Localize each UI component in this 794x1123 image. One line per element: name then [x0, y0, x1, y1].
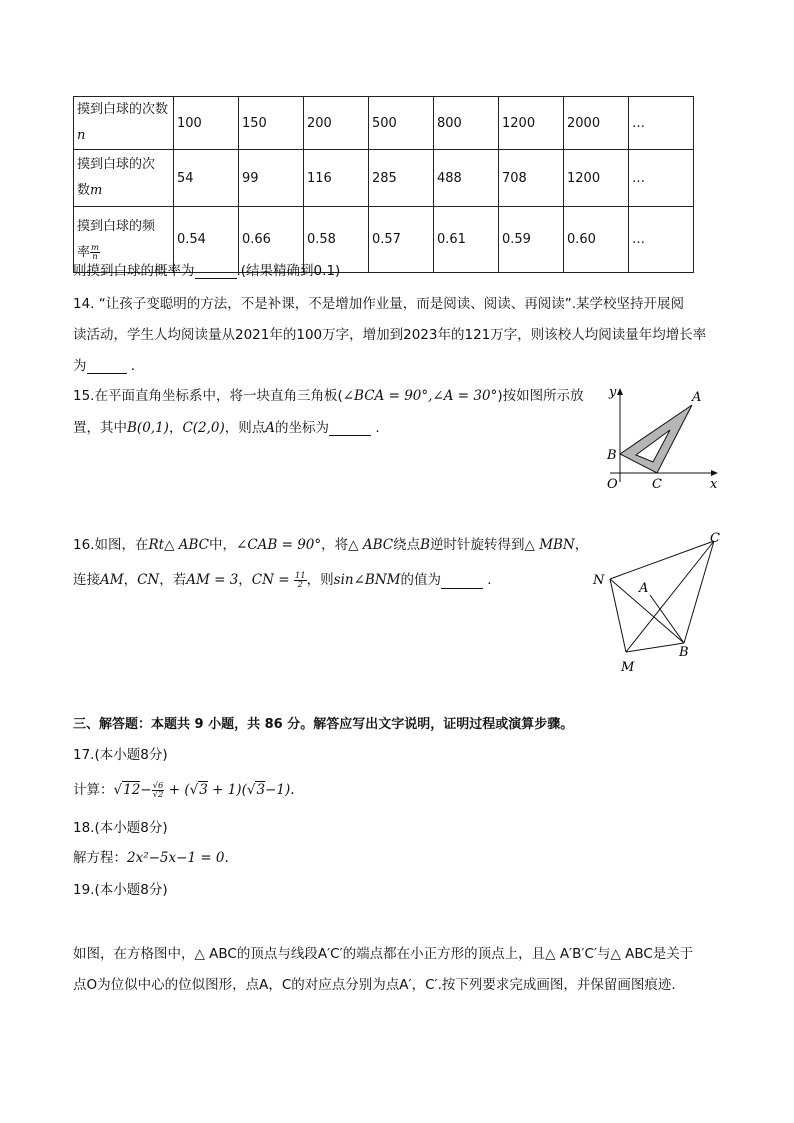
- q13-answer-line: 则摸到白球的概率为 .(结果精确到0.1): [73, 263, 341, 279]
- q16-line1: 16.如图，在Rt△ ABC中，∠CAB = 90°，将△ ABC绕点B逆时针旋转得到△ MBN，: [73, 537, 589, 553]
- y-axis-label: y: [609, 385, 617, 400]
- y-axis-arrow: [617, 388, 623, 395]
- table-cell: 0.57: [369, 207, 434, 273]
- table-cell: …: [629, 207, 694, 273]
- table-cell: 0.58: [304, 207, 369, 273]
- row-label: 摸到白球的次 数m: [74, 150, 174, 207]
- q14-line2: 读活动，学生人均阅读量从2021年的100万字，增加到2023年的121万字，则该校人均阅读量年均增长率: [73, 327, 707, 343]
- table-cell: 0.54: [174, 207, 239, 273]
- table-cell: 0.60: [564, 207, 629, 273]
- row-label: 摸到白球的次数n: [74, 97, 174, 150]
- segment-MN: [610, 579, 626, 652]
- answer-blank[interactable]: [87, 373, 127, 374]
- x-axis-arrow: [711, 470, 718, 476]
- table-cell: 0.61: [434, 207, 499, 273]
- table-cell: 2000: [564, 97, 629, 150]
- table-cell: 1200: [499, 97, 564, 150]
- q19-line2: 点O为位似中心的位似图形，点A，C的对应点分别为点A′，C′.按下列要求完成画图，并保留画图痕迹.: [73, 977, 676, 993]
- q16-line2: 连接AM，CN，若AM = 3，CN = $\frac{11}{2}$ ，则sin∠BNM的值为 .: [73, 570, 492, 590]
- table-cell: 800: [434, 97, 499, 150]
- point-N-label: N: [593, 573, 605, 588]
- table-cell: 285: [369, 150, 434, 207]
- section-heading: 三、解答题：本题共 9 小题，共 86 分。解答应写出文字说明，证明过程或演算步骤。: [73, 717, 574, 732]
- q19-heading: 19.(本小题8分): [73, 882, 168, 898]
- answer-blank[interactable]: [195, 278, 237, 279]
- q17-expression: 计算：√12− $\frac{√6}{√2}$ + (√3 + 1)(√3−1).: [73, 780, 295, 800]
- segment-AB: [650, 595, 684, 643]
- triangle-ruler-outer: [620, 405, 692, 473]
- table-cell: 54: [174, 150, 239, 207]
- point-C-label: C: [652, 477, 662, 492]
- point-B-label: B: [607, 448, 617, 463]
- q15-coordinate-figure: [596, 382, 726, 494]
- q15-line2: 置，其中B(0,1)，C(2,0)，则点A的坐标为 .: [73, 420, 380, 436]
- q18-equation: 解方程：2x²−5x−1 = 0.: [73, 850, 229, 866]
- answer-blank[interactable]: [441, 588, 483, 589]
- table-cell: 99: [239, 150, 304, 207]
- point-M-label: M: [621, 660, 635, 675]
- table-cell: 708: [499, 150, 564, 207]
- table-cell: …: [629, 97, 694, 150]
- point-B-label: B: [679, 645, 689, 660]
- table-cell: 116: [304, 150, 369, 207]
- segment-CM: [626, 541, 714, 652]
- segment-BM: [626, 643, 684, 652]
- origin-label: O: [607, 477, 618, 492]
- segment-CB: [684, 541, 714, 643]
- q14-line1: 14. “让孩子变聪明的方法，不是补课，不是增加作业量，而是阅读、阅读、再阅读”.某学校坚持开展阅: [73, 296, 685, 312]
- table-cell: 150: [239, 97, 304, 150]
- q15-line1: 15.在平面直角坐标系中，将一块直角三角板(∠BCA = 90°,∠A = 30°)按如图所示放: [73, 388, 584, 404]
- q18-heading: 18.(本小题8分): [73, 820, 168, 836]
- table-cell: 0.59: [499, 207, 564, 273]
- row-label: 摸到白球的频 率 $\frac{m}{n}$: [74, 207, 174, 273]
- table-cell: 488: [434, 150, 499, 207]
- answer-blank[interactable]: [329, 435, 371, 436]
- point-A-label: A: [639, 581, 649, 596]
- table-cell: 100: [174, 97, 239, 150]
- q16-rotation-figure: [586, 530, 726, 675]
- table-cell: 1200: [564, 150, 629, 207]
- point-C-label: C: [710, 531, 720, 546]
- table-cell: 200: [304, 97, 369, 150]
- frequency-table: [73, 96, 694, 273]
- table-cell: …: [629, 150, 694, 207]
- table-row: [74, 150, 694, 207]
- x-axis-label: x: [710, 477, 718, 492]
- q14-line3: 为 .: [73, 358, 136, 374]
- q17-heading: 17.(本小题8分): [73, 747, 168, 763]
- table-row: [74, 97, 694, 150]
- table-cell: 0.66: [239, 207, 304, 273]
- table-cell: 500: [369, 97, 434, 150]
- point-A-label: A: [692, 390, 702, 405]
- q19-line1: 如图，在方格图中，△ ABC的顶点与线段A′C′的端点都在小正方形的顶点上，且△ A′B′C′与△ ABC是关于: [73, 946, 694, 962]
